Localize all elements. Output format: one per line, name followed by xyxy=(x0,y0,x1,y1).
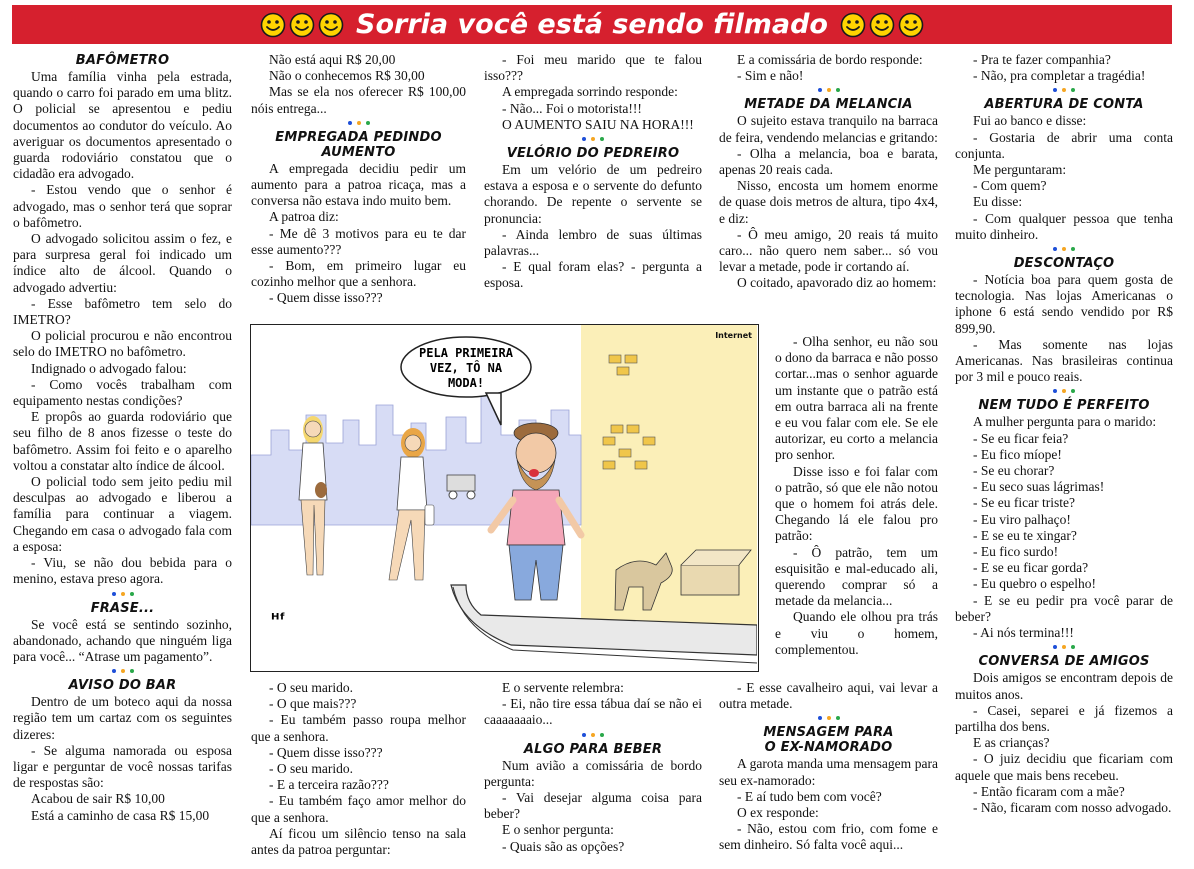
paragraph: - Não, estou com frio, com fome e sem dinheiro. Só falta você aqui... xyxy=(719,821,938,853)
paragraph: - E se eu te xingar? xyxy=(973,527,1077,543)
paragraph: O policial todo sem jeito pediu mil desculpas ao advogado e liberou a família para continuar a viagem. Chegando em casa o advogado fala com a esposa: xyxy=(13,474,232,554)
separator-dots xyxy=(955,243,1173,255)
column-4-wrap xyxy=(775,334,938,658)
article-title-frase: FRASE... xyxy=(90,600,155,616)
separator-dot xyxy=(836,88,840,92)
paragraph: - Mas somente nas lojas Americanas. Nas brasileiras continua por 3 mil e pouco reais. xyxy=(955,336,1173,385)
paragraph: - Olha a melancia, boa e barata, apenas 20 reais cada. xyxy=(719,145,938,178)
paragraph: Num avião a comissária de bordo pergunta: xyxy=(484,757,702,789)
paragraph: - Ô patrão, tem um esquisitão e mal-educado ali, querendo comprar só a metade da melancia... xyxy=(775,544,938,609)
separator-dot xyxy=(591,733,595,737)
paragraph: - Eu fico míope! xyxy=(973,446,1062,462)
paragraph: - Esse bafômetro tem selo do IMETRO? xyxy=(13,295,232,328)
smiley-icon xyxy=(840,12,866,38)
paragraph: Mas se ela nos oferecer R$ 100,00 nóis entrega... xyxy=(251,84,466,116)
column-1 xyxy=(13,52,232,824)
paragraph: A mulher pergunta para o marido: xyxy=(973,414,1157,430)
paragraph: O advogado solicitou assim o fez, e para surpresa geral foi indicado um índice alto de álcool. Quando o advogado advertiu: xyxy=(13,231,232,295)
article-title-bafometro: BAFÔMETRO xyxy=(75,53,170,68)
separator-dots xyxy=(955,385,1173,397)
article-title-algo-para-beber: ALGO PARA BEBER xyxy=(523,741,663,757)
paragraph: - Então ficaram com a mãe? xyxy=(973,783,1125,799)
smiley-icon xyxy=(898,12,924,38)
paragraph: - Foi meu marido que te falou isso??? xyxy=(484,52,702,84)
paragraph: - Com quem? xyxy=(973,178,1047,194)
paragraph: - Eu seco suas lágrimas! xyxy=(973,479,1105,495)
paragraph: Uma família vinha pela estrada, quando o carro foi parado em uma blitz. O policial se apresentou e pediu documentos ao condutor do veículo. Ao averiguar os documentos apresentado o guarda rodoviário constatou que o cidadão era advogado. xyxy=(13,69,232,182)
separator-dot xyxy=(818,88,822,92)
paragraph: Dois amigos se encontram depois de muitos anos. xyxy=(955,670,1173,702)
separator-dot xyxy=(121,669,125,673)
separator-dot xyxy=(836,716,840,720)
paragraph: - E aí tudo bem com você? xyxy=(737,788,882,804)
paragraph: - Olha senhor, eu não sou o dono da barraca e não posso cortar...mas o senhor aguarde um instante que o patrão está em outra barraca ali na frente e eu vou falar com ele. Se ele autorizar, eu corto a melancia pro senhor. xyxy=(775,334,938,463)
banner xyxy=(12,5,1172,44)
paragraph: - Ainda lembro de suas últimas palavras... xyxy=(484,226,702,259)
title-line: MENSAGEM PARA xyxy=(763,725,894,741)
paragraph: A empregada sorrindo responde: xyxy=(502,84,678,100)
paragraph: - Se alguma namorada ou esposa ligar e perguntar de você nossas tarifas de respostas são: xyxy=(13,742,232,791)
separator-dot xyxy=(591,137,595,141)
smiley-group-right xyxy=(840,12,924,38)
paragraph: - Vai desejar alguma coisa para beber? xyxy=(484,790,702,822)
column-4-top xyxy=(719,52,938,292)
paragraph: - Não... Foi o motorista!!! xyxy=(502,100,642,116)
paragraph: - E esse cavalheiro aqui, vai levar a outra metade. xyxy=(719,680,938,712)
separator-dot xyxy=(1071,88,1075,92)
separator-dot xyxy=(582,137,586,141)
paragraph: Não o conhecemos R$ 30,00 xyxy=(269,68,425,84)
paragraph: - Notícia boa para quem gosta de tecnologia. Nas lojas Americanas o iphone 6 está sendo vendido por R$ 899,90. xyxy=(955,272,1173,336)
separator-dots xyxy=(13,665,232,677)
paragraph: - Não, ficaram com nosso advogado. xyxy=(973,799,1172,815)
separator-dots xyxy=(251,117,466,129)
paragraph: - E se eu pedir pra você parar de beber? xyxy=(955,592,1173,624)
cartoon xyxy=(250,324,759,672)
smiley-icon xyxy=(289,12,315,38)
column-2-bottom xyxy=(251,680,466,858)
paragraph: - Sim e não! xyxy=(737,68,804,84)
separator-dot xyxy=(818,716,822,720)
paragraph: Em um velório de um pedreiro estava a esposa e o servente do defunto chorando. De repente o servente se pronuncia: xyxy=(484,162,702,226)
separator-dot xyxy=(112,592,116,596)
paragraph: E o senhor pergunta: xyxy=(502,822,614,838)
paragraph: Aí ficou um silêncio tenso na sala antes da patroa perguntar: xyxy=(251,825,466,858)
paragraph: Eu disse: xyxy=(973,194,1023,210)
title-line: O EX-NAMORADO xyxy=(764,740,893,756)
balloon-text-1: PELA PRIMEIRA xyxy=(419,346,513,360)
separator-dot xyxy=(357,121,361,125)
image-credit: Internet xyxy=(715,331,752,340)
article-title-velorio: VELÓRIO DO PEDREIRO xyxy=(506,146,680,162)
paragraph: - Me dê 3 motivos para eu te dar esse aumento??? xyxy=(251,225,466,257)
smiley-group-left xyxy=(260,12,344,38)
separator-dot xyxy=(1071,645,1075,649)
separator-dot xyxy=(1062,88,1066,92)
separator-dot xyxy=(1071,389,1075,393)
paragraph: O sujeito estava tranquilo na barraca de feira, vendendo melancias e gritando: xyxy=(719,113,938,145)
paragraph: - Casei, separei e já fizemos a partilha dos bens. xyxy=(955,702,1173,734)
article-title-abertura-de-conta: ABERTURA DE CONTA xyxy=(984,97,1144,113)
paragraph: E o servente relembra: xyxy=(502,680,624,695)
balloon-text-2: VEZ, TÔ NA xyxy=(429,361,503,375)
separator-dots xyxy=(955,641,1173,653)
column-5 xyxy=(955,52,1173,816)
title-line: EMPREGADA PEDINDO xyxy=(275,129,442,145)
paragraph: O AUMENTO SAIU NA HORA!!! xyxy=(502,116,694,132)
column-4-bottom xyxy=(719,680,938,854)
paragraph: - O seu marido. xyxy=(269,761,353,777)
paragraph: - Eu também faço amor melhor do que a senhora. xyxy=(251,793,466,825)
column-3-top xyxy=(484,52,702,292)
paragraph: - Viu, se não dou bebida para o menino, estava preso agora. xyxy=(13,555,232,587)
paragraph: - Ai nós termina!!! xyxy=(973,625,1074,641)
paragraph: E propôs ao guarda rodoviário que seu filho de 8 anos fizesse o teste do bafômetro. Assim foi feito e o aparelho voltou a constatar alto índice de álcool. xyxy=(13,409,232,473)
separator-dot xyxy=(1053,389,1057,393)
separator-dot xyxy=(1062,247,1066,251)
paragraph: - O seu marido. xyxy=(269,680,353,695)
paragraph: A empregada decidiu pedir um aumento para a patroa ricaça, mas a conversa não estava indo muito bem. xyxy=(251,160,466,209)
separator-dot xyxy=(1053,88,1057,92)
separator-dot xyxy=(1053,645,1057,649)
separator-dot xyxy=(827,716,831,720)
smiley-icon xyxy=(318,12,344,38)
separator-dot xyxy=(600,733,604,737)
separator-dots xyxy=(719,84,938,96)
separator-dot xyxy=(600,137,604,141)
paragraph: E as crianças? xyxy=(973,735,1050,751)
paragraph: - Com qualquer pessoa que tenha muito dinheiro. xyxy=(955,210,1173,242)
paragraph: Não está aqui R$ 20,00 xyxy=(269,52,396,67)
paragraph: Fui ao banco e disse: xyxy=(973,113,1087,129)
paragraph: O coitado, apavorado diz ao homem: xyxy=(737,275,937,291)
paragraph: E a comissária de bordo responde: xyxy=(737,52,923,67)
separator-dot xyxy=(827,88,831,92)
paragraph: Disse isso e foi falar com o patrão, só que ele não notou que o homem foi atrás dele. Chegando lá ele falou pro patrão: xyxy=(775,463,938,544)
paragraph: Dentro de um boteco aqui da nossa região tem um cartaz com os seguintes dizeres: xyxy=(13,694,232,742)
paragraph: - Quem disse isso??? xyxy=(269,744,383,760)
paragraph: - Como vocês trabalham com equipamento nestas condições? xyxy=(13,376,232,409)
separator-dot xyxy=(130,592,134,596)
paragraph: - Estou vendo que o senhor é advogado, mas o senhor terá que soprar o bafômetro. xyxy=(13,182,232,230)
paragraph: - Eu fico surdo! xyxy=(973,544,1059,560)
paragraph: - E se eu ficar gorda? xyxy=(973,560,1089,576)
paragraph: - Eu quebro o espelho! xyxy=(973,576,1096,592)
article-title-empregada xyxy=(251,130,466,160)
paragraph: - O que mais??? xyxy=(269,696,357,712)
paragraph: Me perguntaram: xyxy=(973,162,1067,178)
paragraph: Indignado o advogado falou: xyxy=(31,360,187,376)
separator-dot xyxy=(112,669,116,673)
article-title-aviso-do-bar: AVISO DO BAR xyxy=(68,678,177,694)
separator-dot xyxy=(582,733,586,737)
paragraph: Se você está se sentindo sozinho, abandonado, achando que ninguém liga para você... “Atrase um pagamento”. xyxy=(13,616,232,664)
paragraph: O policial procurou e não encontrou selo do IMETRO no bafômetro. xyxy=(13,328,232,360)
paragraph: - Quais são as opções? xyxy=(502,838,625,854)
paragraph: - Pra te fazer companhia? xyxy=(973,52,1111,67)
paragraph: - Eu também passo roupa melhor que a senhora. xyxy=(251,712,466,744)
paragraph: - Bom, em primeiro lugar eu cozinho melhor que a senhora. xyxy=(251,258,466,290)
article-title-conversa-de-amigos: CONVERSA DE AMIGOS xyxy=(978,654,1150,670)
paragraph: - Gostaria de abrir uma conta conjunta. xyxy=(955,129,1173,161)
paragraph: - E a terceira razão??? xyxy=(269,777,389,793)
separator-dot xyxy=(121,592,125,596)
paragraph: A patroa diz: xyxy=(269,209,339,225)
smiley-icon xyxy=(869,12,895,38)
separator-dot xyxy=(366,121,370,125)
separator-dot xyxy=(1062,389,1066,393)
paragraph: - Ô meu amigo, 20 reais tá muito caro... não quero nem saber... só vou levar a metade, pode ir cortando aí. xyxy=(719,226,938,275)
balloon-text-3: MODA! xyxy=(447,376,485,390)
paragraph: - Se eu ficar triste? xyxy=(973,495,1075,511)
separator-dot xyxy=(1053,247,1057,251)
paragraph: Acabou de sair R$ 10,00 xyxy=(31,791,165,807)
paragraph: - Não, pra completar a tragédia! xyxy=(973,68,1146,84)
cartoon-signature: ᴴᶠ xyxy=(271,610,286,629)
page-title: Sorria você está sendo filmado xyxy=(356,9,828,40)
title-line: AUMENTO xyxy=(321,144,396,160)
article-title-melancia: METADE DA MELANCIA xyxy=(744,97,913,113)
paragraph: Está a caminho de casa R$ 15,00 xyxy=(31,807,210,823)
paragraph: Nisso, encosta um homem enorme de quase dois metros de altura, tipo 4x4, e diz: xyxy=(719,178,938,226)
column-3-bottom xyxy=(484,680,702,855)
paragraph: - Eu viro palhaço! xyxy=(973,511,1071,527)
smiley-icon xyxy=(260,12,286,38)
paragraph: - Se eu chorar? xyxy=(973,463,1055,479)
article-title-nem-tudo-e-perfeito: NEM TUDO É PERFEITO xyxy=(978,398,1150,414)
article-title-mensagem xyxy=(719,725,938,755)
paragraph: - Se eu ficar feia? xyxy=(973,430,1069,446)
separator-dot xyxy=(348,121,352,125)
separator-dot xyxy=(1071,247,1075,251)
separator-dots xyxy=(719,712,938,724)
column-2-top xyxy=(251,52,466,307)
separator-dots xyxy=(484,133,702,145)
paragraph: - O juiz decidiu que ficariam com aquele que mais bens recebeu. xyxy=(955,751,1173,783)
separator-dot xyxy=(1062,645,1066,649)
cartoon-drawing xyxy=(251,325,757,670)
paragraph: - E qual foram elas? - pergunta a esposa. xyxy=(484,259,702,291)
paragraph: O ex responde: xyxy=(737,805,819,821)
separator-dots xyxy=(955,84,1173,96)
paragraph: A garota manda uma mensagem para seu ex-namorado: xyxy=(719,756,938,788)
paragraph: - Ei, não tire essa tábua daí se não ei caaaaaaaio... xyxy=(484,696,702,728)
separator-dot xyxy=(130,669,134,673)
paragraph: - Quem disse isso??? xyxy=(269,290,383,306)
separator-dots xyxy=(13,588,232,600)
article-title-descontaco: DESCONTAÇO xyxy=(1013,256,1115,272)
paragraph: Quando ele olhou pra trás e viu o homem, complementou. xyxy=(775,609,938,657)
separator-dots xyxy=(484,729,702,741)
